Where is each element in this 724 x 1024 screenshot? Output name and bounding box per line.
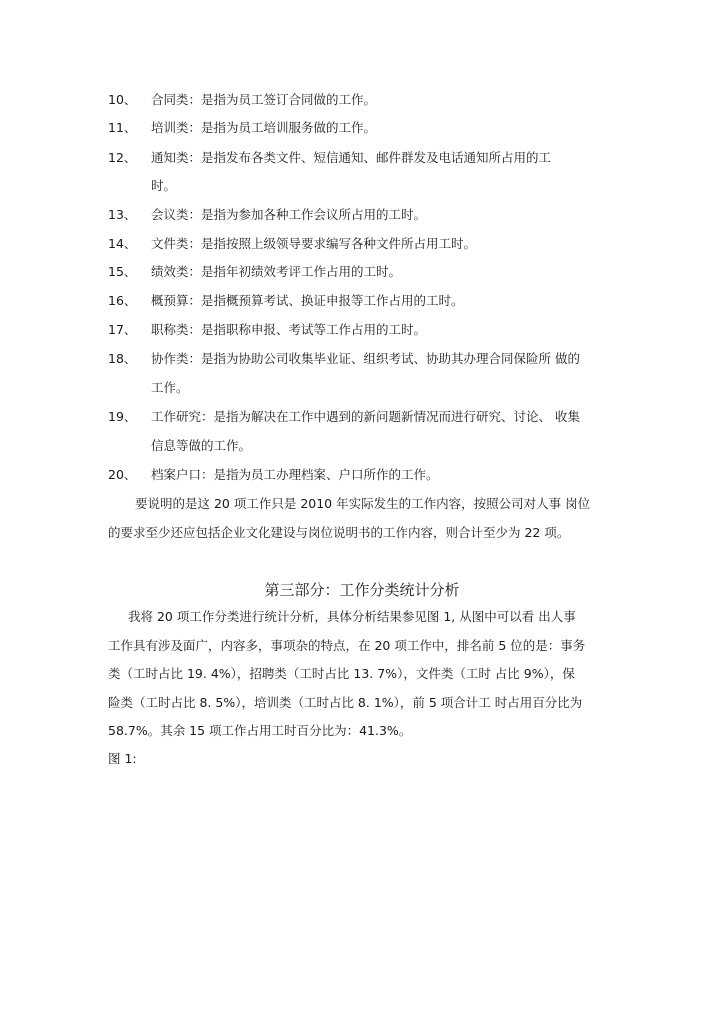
item-text: 文件类：是指按照上级领导要求编写各种文件所占用工时。 (151, 236, 477, 251)
section-paragraph-line: 我将 20 项工作分类进行统计分析，具体分析结果参见图 1, 从图中可以看 出人事 (128, 609, 576, 624)
item-number: 15、 (108, 264, 137, 279)
item-text: 协作类：是指为协助公司收集毕业证、组织考试、协助其办理合同保险所 做的 (151, 351, 580, 366)
item-text-continued: 信息等做的工作。 (151, 438, 252, 453)
item-number: 12、 (108, 150, 137, 165)
section-heading: 第三部分：工作分类统计分析 (264, 581, 460, 599)
item-text: 档案户口：是指为员工办理档案、户口所作的工作。 (151, 467, 439, 482)
item-number: 19、 (108, 409, 137, 424)
item-text-continued: 时。 (151, 178, 177, 193)
item-number: 20、 (108, 467, 137, 482)
note-paragraph-line: 的要求至少还应包括企业文化建设与岗位说明书的工作内容，则合计至少为 22 项。 (108, 525, 570, 540)
note-paragraph-line: 要说明的是这 20 项工作只是 2010 年实际发生的工作内容，按照公司对人事 岗位 (135, 496, 591, 511)
figure-label: 图 1: (108, 751, 137, 766)
section-paragraph-line: 险类（工时占比 8. 5%），培训类（工时占比 8. 1%），前 5 项合计工 时占用百分比为 (108, 695, 583, 710)
item-text: 职称类：是指职称申报、考试等工作占用的工时。 (151, 322, 427, 337)
item-text: 会议类：是指为参加各种工作会议所占用的工时。 (151, 207, 427, 222)
item-number: 16、 (108, 293, 137, 308)
item-number: 18、 (108, 351, 137, 366)
item-number: 11、 (108, 120, 137, 135)
item-number: 14、 (108, 236, 137, 251)
item-number: 17、 (108, 322, 137, 337)
item-number: 13、 (108, 207, 137, 222)
item-text: 培训类：是指为员工培训服务做的工作。 (151, 120, 377, 135)
item-number: 10、 (108, 92, 137, 107)
item-text: 合同类：是指为员工签订合同做的工作。 (151, 92, 377, 107)
section-paragraph-line: 工作具有涉及面广，内容多，事项杂的特点，在 20 项工作中，排名前 5 位的是：事务 (108, 638, 586, 653)
item-text-continued: 工作。 (151, 380, 189, 395)
section-paragraph-line: 58.7%。其余 15 项工作占用工时百分比为：41.3%。 (108, 723, 412, 738)
item-text: 通知类：是指发布各类文件、短信通知、邮件群发及电话通知所占用的工 (151, 150, 552, 165)
item-text: 工作研究：是指为解决在工作中遇到的新问题新情况而进行研究、讨论、 收集 (151, 409, 580, 424)
item-text: 概预算：是指概预算考试、换证申报等工作占用的工时。 (151, 293, 464, 308)
item-text: 绩效类：是指年初绩效考评工作占用的工时。 (151, 264, 402, 279)
section-paragraph-line: 类（工时占比 19. 4%），招聘类（工时占比 13. 7%），文件类（工时 占比 9%），保 (108, 666, 575, 681)
